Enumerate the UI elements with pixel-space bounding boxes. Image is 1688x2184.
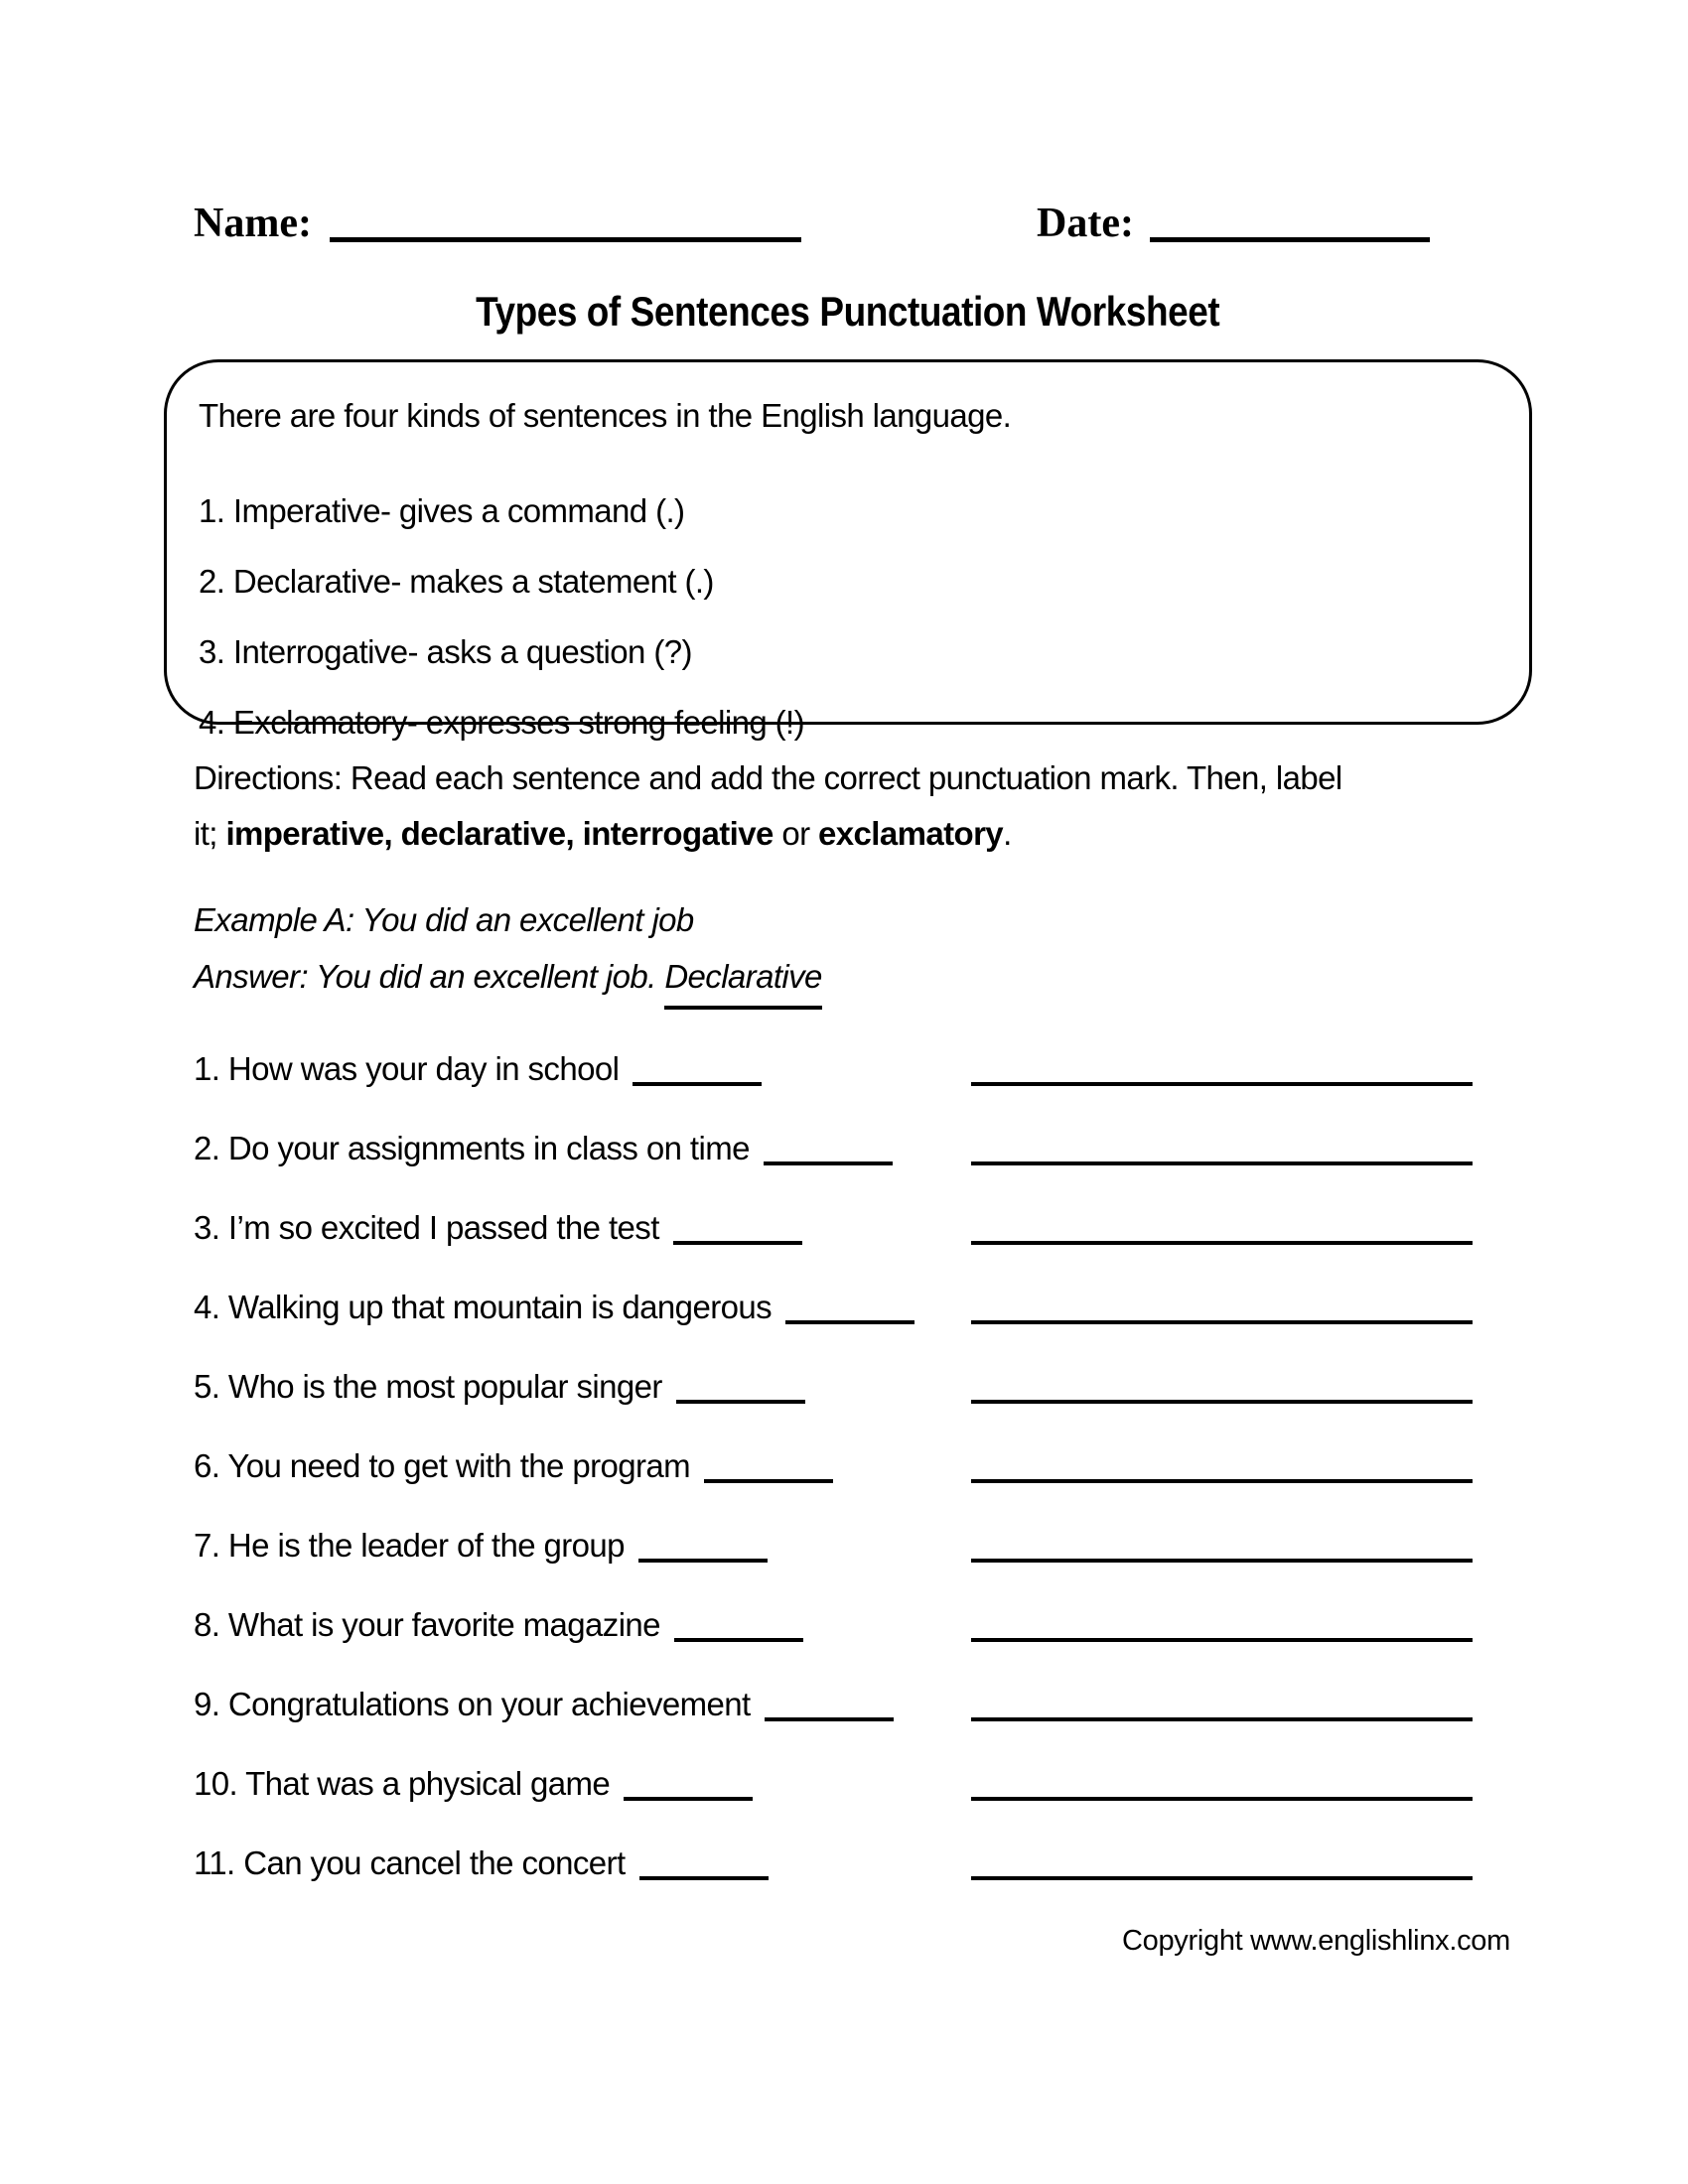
- sentence-type-list: [199, 476, 1499, 757]
- type-answer-blank[interactable]: [971, 1559, 1473, 1563]
- item-sentence: 11. Can you cancel the concert: [194, 1844, 626, 1882]
- directions-line-2: it; imperative, declarative, interrogative or exclamatory.: [194, 815, 1012, 852]
- date-group: [1037, 203, 1430, 244]
- worksheet-item: [194, 1758, 1473, 1802]
- type-answer-blank[interactable]: [971, 1717, 1473, 1721]
- worksheet-item: [194, 1202, 1473, 1246]
- item-sentence: 3. I’m so excited I passed the test: [194, 1209, 659, 1247]
- punctuation-blank[interactable]: [624, 1797, 753, 1801]
- worksheet-item: [194, 1440, 1473, 1484]
- type-answer-blank[interactable]: [971, 1876, 1473, 1880]
- worksheet-item: [194, 1123, 1473, 1166]
- item-sentence: 8. What is your favorite magazine: [194, 1606, 660, 1644]
- sentence-type-interrogative: 3. Interrogative- asks a question (?): [199, 633, 692, 671]
- name-label: Name:: [194, 201, 312, 246]
- punctuation-blank[interactable]: [633, 1082, 762, 1086]
- type-answer-blank[interactable]: [971, 1082, 1473, 1086]
- info-box: [164, 359, 1532, 742]
- worksheet-item: [194, 1282, 1473, 1325]
- punctuation-blank[interactable]: [638, 1559, 768, 1563]
- punctuation-blank[interactable]: [765, 1717, 894, 1721]
- worksheet-item: [194, 1361, 1473, 1405]
- worksheet-item: [194, 1599, 1473, 1643]
- punctuation-blank[interactable]: [704, 1479, 833, 1483]
- punctuation-blank[interactable]: [673, 1241, 802, 1245]
- item-sentence: 4. Walking up that mountain is dangerous: [194, 1289, 772, 1326]
- item-sentence: 9. Congratulations on your achievement: [194, 1686, 751, 1723]
- sentence-type-exclamatory: 4. Exclamatory- expresses strong feeling (!): [199, 704, 805, 742]
- sentence-type-imperative: 1. Imperative- gives a command (.): [199, 492, 685, 530]
- type-answer-blank[interactable]: [971, 1400, 1473, 1404]
- type-answer-blank[interactable]: [971, 1638, 1473, 1642]
- item-sentence: 10. That was a physical game: [194, 1765, 611, 1803]
- items-list: [194, 1043, 1473, 1881]
- punctuation-blank[interactable]: [676, 1400, 805, 1404]
- type-answer-blank[interactable]: [971, 1797, 1473, 1801]
- answer-line: Answer: You did an excellent job. Declarative: [194, 948, 1532, 1010]
- sentence-type-declarative: 2. Declarative- makes a statement (.): [199, 563, 714, 601]
- name-blank[interactable]: [330, 237, 801, 242]
- info-box-intro: There are four kinds of sentences in the English language.: [199, 397, 1012, 434]
- punctuation-blank[interactable]: [674, 1638, 803, 1642]
- type-answer-blank[interactable]: [971, 1479, 1473, 1483]
- answer-underlined-label: Declarative: [664, 948, 821, 1010]
- item-sentence: 2. Do your assignments in class on time: [194, 1130, 750, 1167]
- item-sentence: 7. He is the leader of the group: [194, 1527, 625, 1565]
- punctuation-blank[interactable]: [764, 1161, 893, 1165]
- directions-line-1: Directions: Read each sentence and add the correct punctuation mark. Then, label: [194, 759, 1342, 796]
- punctuation-blank[interactable]: [639, 1876, 769, 1880]
- date-blank[interactable]: [1150, 237, 1430, 242]
- example-line: Example A: You did an excellent job: [194, 901, 694, 938]
- directions-text: [194, 751, 1532, 862]
- worksheet-item: [194, 1679, 1473, 1722]
- type-answer-blank[interactable]: [971, 1161, 1473, 1165]
- copyright-text: Copyright www.englishlinx.com: [1121, 1925, 1510, 1957]
- type-answer-blank[interactable]: [971, 1320, 1473, 1324]
- example-block: [194, 891, 1532, 1010]
- header-row: [194, 191, 1430, 244]
- item-sentence: 5. Who is the most popular singer: [194, 1368, 662, 1406]
- worksheet-item: [194, 1838, 1473, 1881]
- type-answer-blank[interactable]: [971, 1241, 1473, 1245]
- worksheet-item: [194, 1043, 1473, 1087]
- page-title: Types of Sentences Punctuation Worksheet: [476, 288, 1220, 335]
- item-sentence: 6. You need to get with the program: [194, 1447, 691, 1485]
- item-sentence: 1. How was your day in school: [194, 1050, 620, 1088]
- worksheet-item: [194, 1520, 1473, 1564]
- punctuation-blank[interactable]: [785, 1320, 914, 1324]
- date-label: Date:: [1037, 201, 1134, 246]
